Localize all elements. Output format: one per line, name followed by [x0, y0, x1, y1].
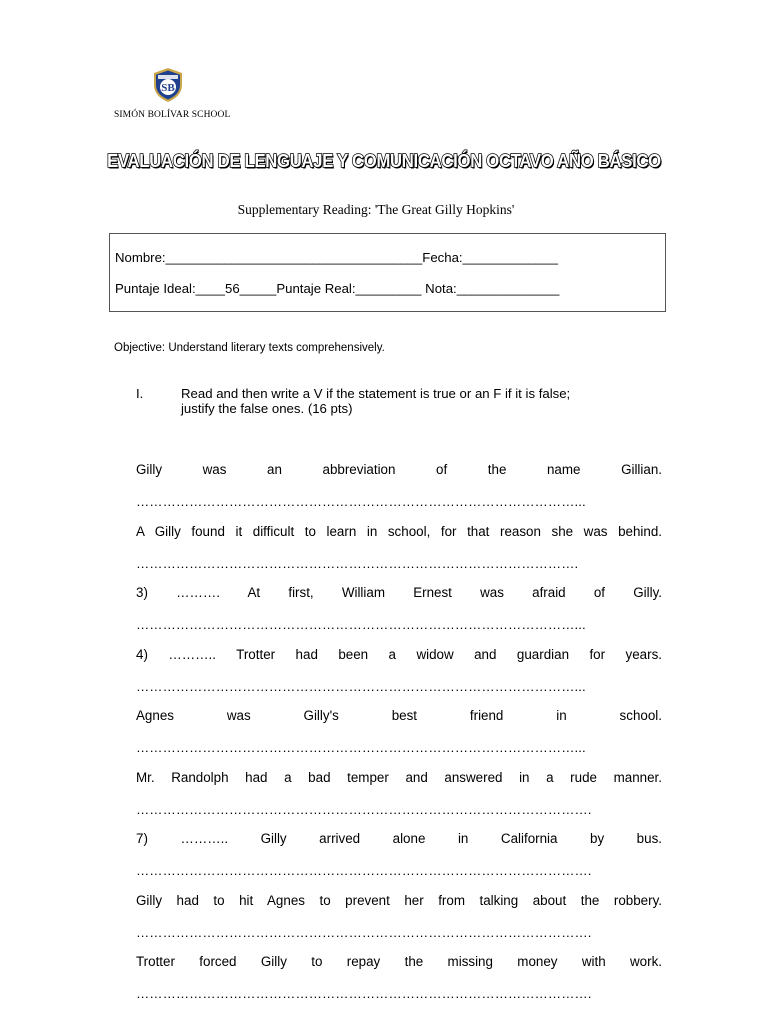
statement-4: 4) ……….. Trotter had been a widow and guardian for years. [136, 647, 662, 662]
statement-3: 3) ………. At first, William Ernest was afraid of Gilly. [136, 585, 662, 600]
statement-8: Gilly had to hit Agnes to prevent her from talking about the robbery. [136, 893, 662, 908]
svg-text:SB: SB [161, 82, 175, 94]
statement-2: A Gilly found it difficult to learn in school, for that reason she was behind. [136, 524, 662, 539]
school-crest-icon [149, 66, 187, 104]
statement-9: Trotter forced Gilly to repay the missing money with work. [136, 954, 662, 969]
answer-line-1[interactable]: ………………………………………………………………………………………... [136, 494, 586, 509]
section-instruction: Read and then write a V if the statement is true or an F if it is false; justify the false ones. (16 pts) [181, 386, 571, 416]
answer-line-6[interactable]: …………………………………………………………………………………………. [136, 802, 592, 817]
answer-line-5[interactable]: ………………………………………………………………………………………... [136, 740, 586, 755]
answer-line-7[interactable]: …………………………………………………………………………………………. [136, 863, 592, 878]
answer-line-2[interactable]: ………………………………………………………………………………………. [136, 556, 579, 571]
section-number: I. [136, 386, 144, 401]
statement-5: Agnes was Gilly's best friend in school. [136, 708, 662, 723]
student-info-box [109, 233, 666, 312]
statement-1: Gilly was an abbreviation of the name Gillian. [136, 462, 662, 477]
statement-6: Mr. Randolph had a bad temper and answered in a rude manner. [136, 770, 662, 785]
name-date-line[interactable]: Nombre:___________________________________Fecha:_____________ [115, 250, 558, 265]
answer-line-4[interactable]: ………………………………………………………………………………………... [136, 679, 586, 694]
answer-line-8[interactable]: …………………………………………………………………………………………. [136, 925, 592, 940]
school-name: SIMÓN BOLÍVAR SCHOOL [114, 110, 231, 120]
score-grade-line[interactable]: Puntaje Ideal:____56_____Puntaje Real:_________ Nota:______________ [115, 281, 560, 296]
page-subtitle: Supplementary Reading: 'The Great Gilly Hopkins' [237, 202, 515, 217]
page-title: EVALUACIÓN DE LENGUAJE Y COMUNICACIÓN OCTAVO AÑO BÁSICO [107, 150, 661, 171]
answer-line-3[interactable]: ………………………………………………………………………………………... [136, 617, 586, 632]
objective-text: Objective: Understand literary texts comprehensively. [114, 342, 385, 354]
statement-7: 7) ……….. Gilly arrived alone in California by bus. [136, 831, 662, 846]
answer-line-9[interactable]: …………………………………………………………………………………………. [136, 986, 592, 1001]
